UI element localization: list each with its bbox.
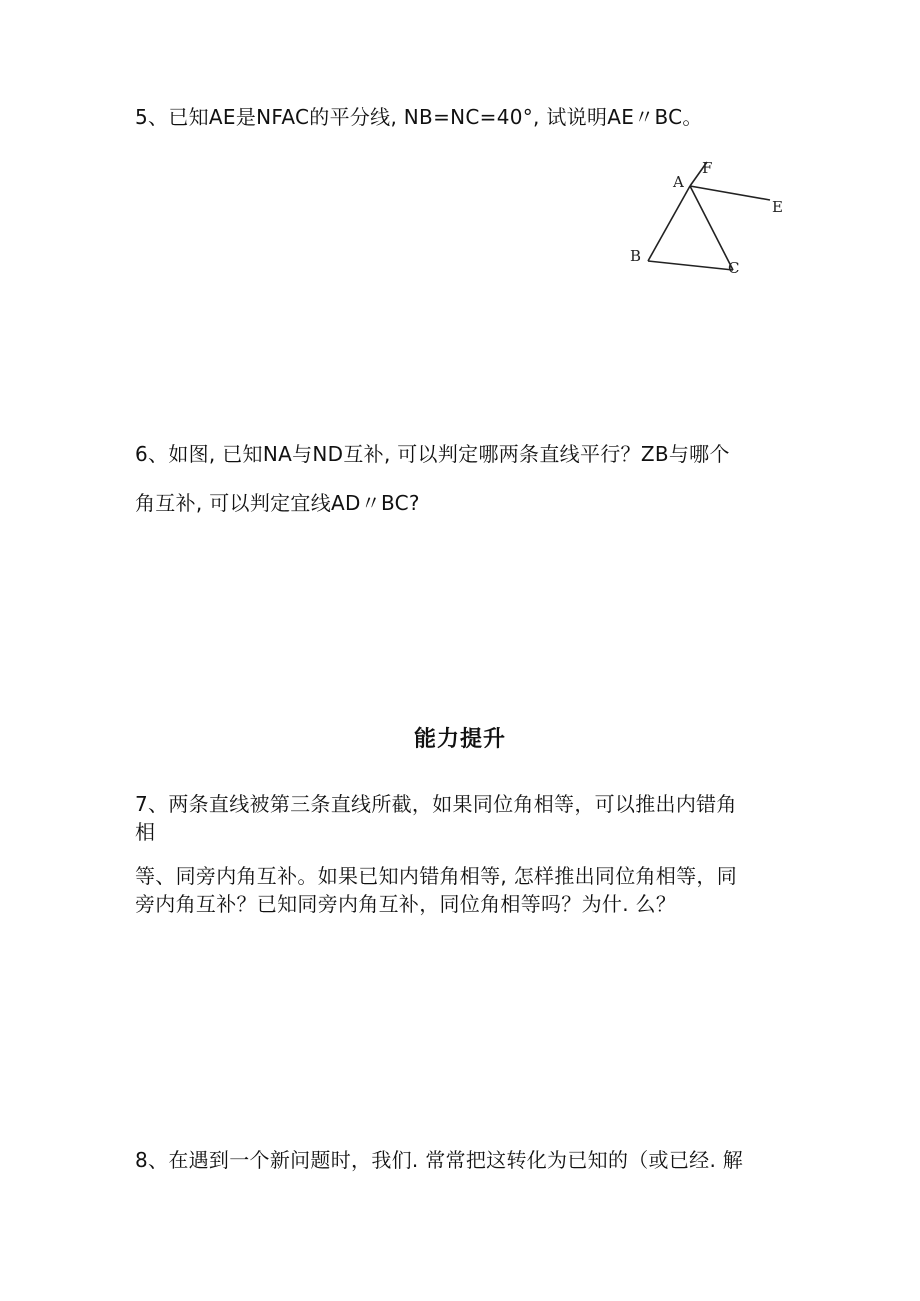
ray-ae (690, 186, 770, 200)
label-c: C (728, 259, 740, 277)
section-heading: 能力提升 (413, 727, 506, 752)
segment-ac (690, 186, 733, 270)
q5-text: 5、已知AE是NFAC的平分线, NB=NC=40°, 试说明AE〃BC。 (135, 105, 703, 129)
label-e: E (772, 198, 783, 216)
q7-line-2: 相 (135, 820, 156, 844)
q7-line-1: 7、两条直线被第三条直线所截，如果同位角相等，可以推出内错角 (135, 792, 737, 816)
q7-line-4: 旁内角互补？已知同旁内角互补，同位角相等吗？为什. 么？ (135, 892, 677, 916)
label-f: F (702, 159, 713, 177)
segment-ab (648, 186, 690, 261)
q8-line-1: 8、在遇到一个新问题时，我们. 常常把这转化为已知的（或已经. 解 (135, 1148, 744, 1172)
triangle-figure (620, 150, 800, 290)
q7-line-3: 等、同旁内角互补。如果已知内错角相等, 怎样推出同位角相等，同 (135, 864, 738, 888)
label-a: A (673, 173, 684, 191)
label-b: B (630, 247, 642, 265)
triangle-diagram (620, 150, 800, 290)
q6-line-1: 6、如图, 已知NA与ND互补, 可以判定哪两条直线平行？ZB与哪个 (135, 442, 730, 466)
q6-line-2: 角互补, 可以判定宜线AD〃BC? (135, 491, 420, 515)
segment-bc (648, 261, 733, 270)
